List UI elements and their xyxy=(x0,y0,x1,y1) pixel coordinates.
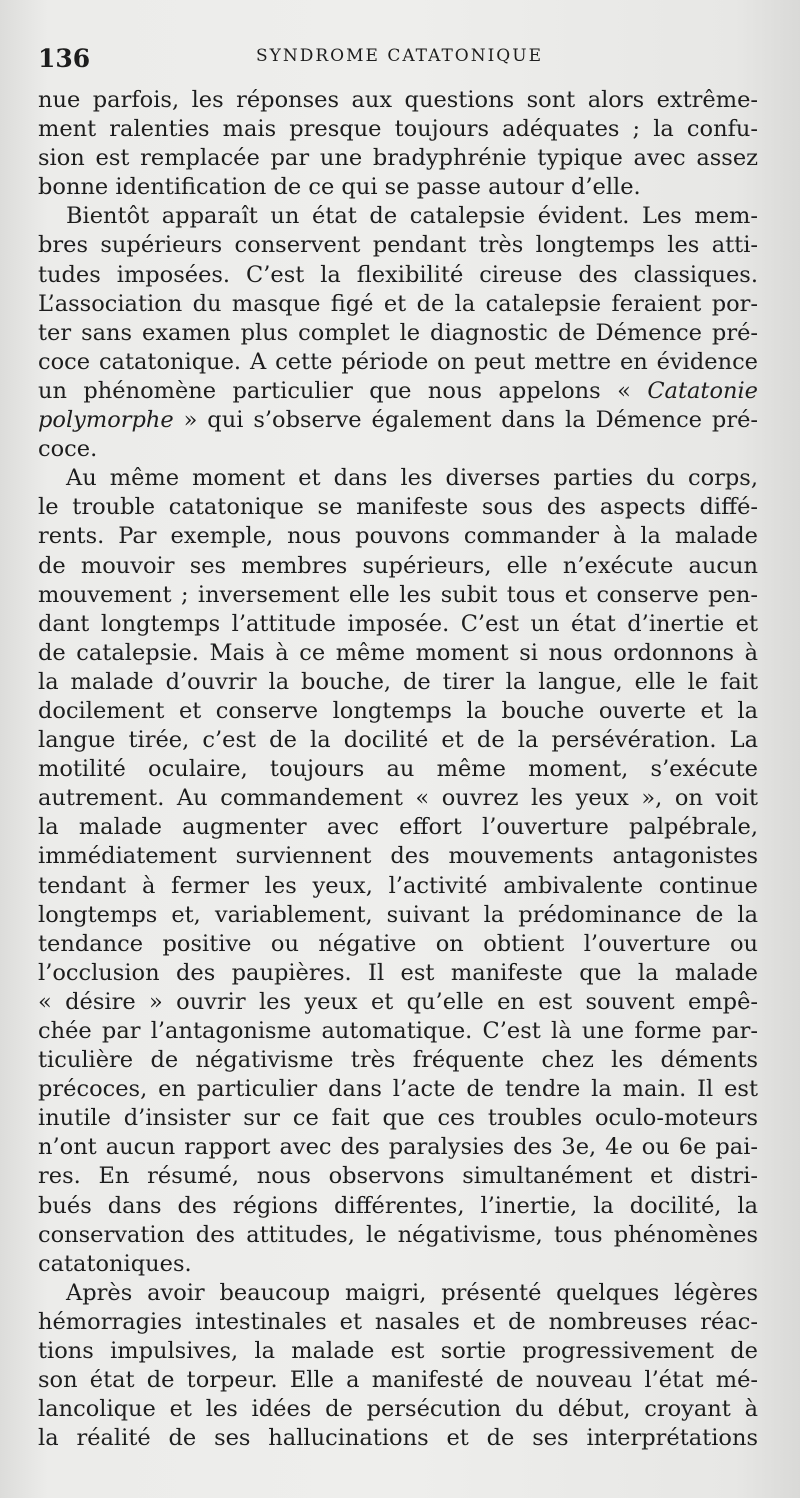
page-header xyxy=(38,40,760,74)
text-line: l’occlusion des paupières. Il est manifeste que la malade xyxy=(38,959,758,986)
text-line: langue tirée, c’est de la docilité et de la persévération. La xyxy=(38,727,758,754)
text-line: conservation des attitudes, le négativisme, tous phénomènes xyxy=(38,1221,758,1248)
text-line: mouvement ; inversement elle les subit tous et conserve pen- xyxy=(38,581,758,608)
text-line: res. En résumé, nous observons simultanément et distri- xyxy=(38,1163,758,1190)
text-line: autrement. Au commandement « ouvrez les yeux », on voit xyxy=(38,785,758,812)
body-text xyxy=(38,86,758,1453)
text-line: bres supérieurs conservent pendant très longtemps les atti- xyxy=(38,232,758,259)
text-line: un phénomène particulier que nous appelons « Catatonie xyxy=(38,377,758,404)
text-line: son état de torpeur. Elle a manifesté de nouveau l’état mé- xyxy=(38,1367,758,1394)
text-line: ticulière de négativisme très fréquente chez les déments xyxy=(38,1047,758,1074)
text-line: la réalité de ses hallucinations et de ses interprétations xyxy=(38,1425,758,1452)
text-line: lancolique et les idées de persécution du début, croyant à xyxy=(38,1396,758,1423)
text-line: tendant à fermer les yeux, l’activité ambivalente continue xyxy=(38,872,758,899)
text-line: tudes imposées. C’est la flexibilité cireuse des classiques. xyxy=(38,261,758,288)
text-line: précoces, en particulier dans l’acte de tendre la main. Il est xyxy=(38,1076,758,1103)
text-line: L’association du masque figé et de la catalepsie feraient por- xyxy=(38,290,758,317)
text-line: tendance positive ou négative on obtient l’ouverture ou xyxy=(38,930,758,957)
text-line: docilement et conserve longtemps la bouche ouverte et la xyxy=(38,697,758,724)
text-line: bués dans des régions différentes, l’inertie, la docilité, la xyxy=(38,1192,758,1219)
text-line: ment ralenties mais presque toujours adéquates ; la confu- xyxy=(38,116,758,143)
text-line: Bientôt apparaît un état de catalepsie évident. Les mem- xyxy=(66,203,758,230)
text-line: sion est remplacée par une bradyphrénie typique avec assez xyxy=(38,145,758,172)
text-line: la malade augmenter avec effort l’ouverture palpébrale, xyxy=(38,814,758,841)
text-line: rents. Par exemple, nous pouvons commander à la malade xyxy=(38,523,758,550)
page-number: 136 xyxy=(38,44,91,73)
text-line: coce catatonique. A cette période on peut mettre en évidence xyxy=(38,348,758,375)
text-line: la malade d’ouvrir la bouche, de tirer la langue, elle le fait xyxy=(38,668,758,695)
text-line: coce. xyxy=(38,436,98,463)
text-line: inutile d’insister sur ce fait que ces troubles oculo-moteurs xyxy=(38,1105,758,1132)
text-line: longtemps et, variablement, suivant la prédominance de la xyxy=(38,901,758,928)
text-line: Après avoir beaucoup maigri, présenté quelques légères xyxy=(66,1279,758,1306)
text-line: « désire » ouvrir les yeux et qu’elle en est souvent empê- xyxy=(38,988,758,1015)
text-line: le trouble catatonique se manifeste sous des aspects diffé- xyxy=(38,494,758,521)
text-line: bonne identification de ce qui se passe autour d’elle. xyxy=(38,174,641,201)
text-line: Au même moment et dans les diverses parties du corps, xyxy=(66,465,758,492)
text-line: chée par l’antagonisme automatique. C’est là une forme par- xyxy=(38,1018,758,1044)
text-line: tions impulsives, la malade est sortie progressivement de xyxy=(38,1338,758,1365)
text-line: de mouvoir ses membres supérieurs, elle n’exécute aucun xyxy=(38,552,758,579)
text-line: polymorphe » qui s’observe également dans la Démence pré- xyxy=(38,407,758,434)
text-line: n’ont aucun rapport avec des paralysies des 3e, 4e ou 6e pai- xyxy=(38,1134,758,1161)
text-line: immédiatement surviennent des mouvements antagonistes xyxy=(38,843,758,870)
text-line: hémorragies intestinales et nasales et de nombreuses réac- xyxy=(38,1308,758,1335)
running-title: SYNDROME CATATONIQUE xyxy=(256,46,543,66)
text-line: dant longtemps l’attitude imposée. C’est un état d’inertie et xyxy=(38,610,758,637)
text-line: motilité oculaire, toujours au même moment, s’exécute xyxy=(38,756,758,783)
text-line: nue parfois, les réponses aux questions sont alors extrême- xyxy=(38,87,758,113)
text-line: catatoniques. xyxy=(38,1250,192,1277)
text-line: ter sans examen plus complet le diagnostic de Démence pré- xyxy=(38,319,758,346)
text-line: de catalepsie. Mais à ce même moment si nous ordonnons à xyxy=(38,639,758,666)
